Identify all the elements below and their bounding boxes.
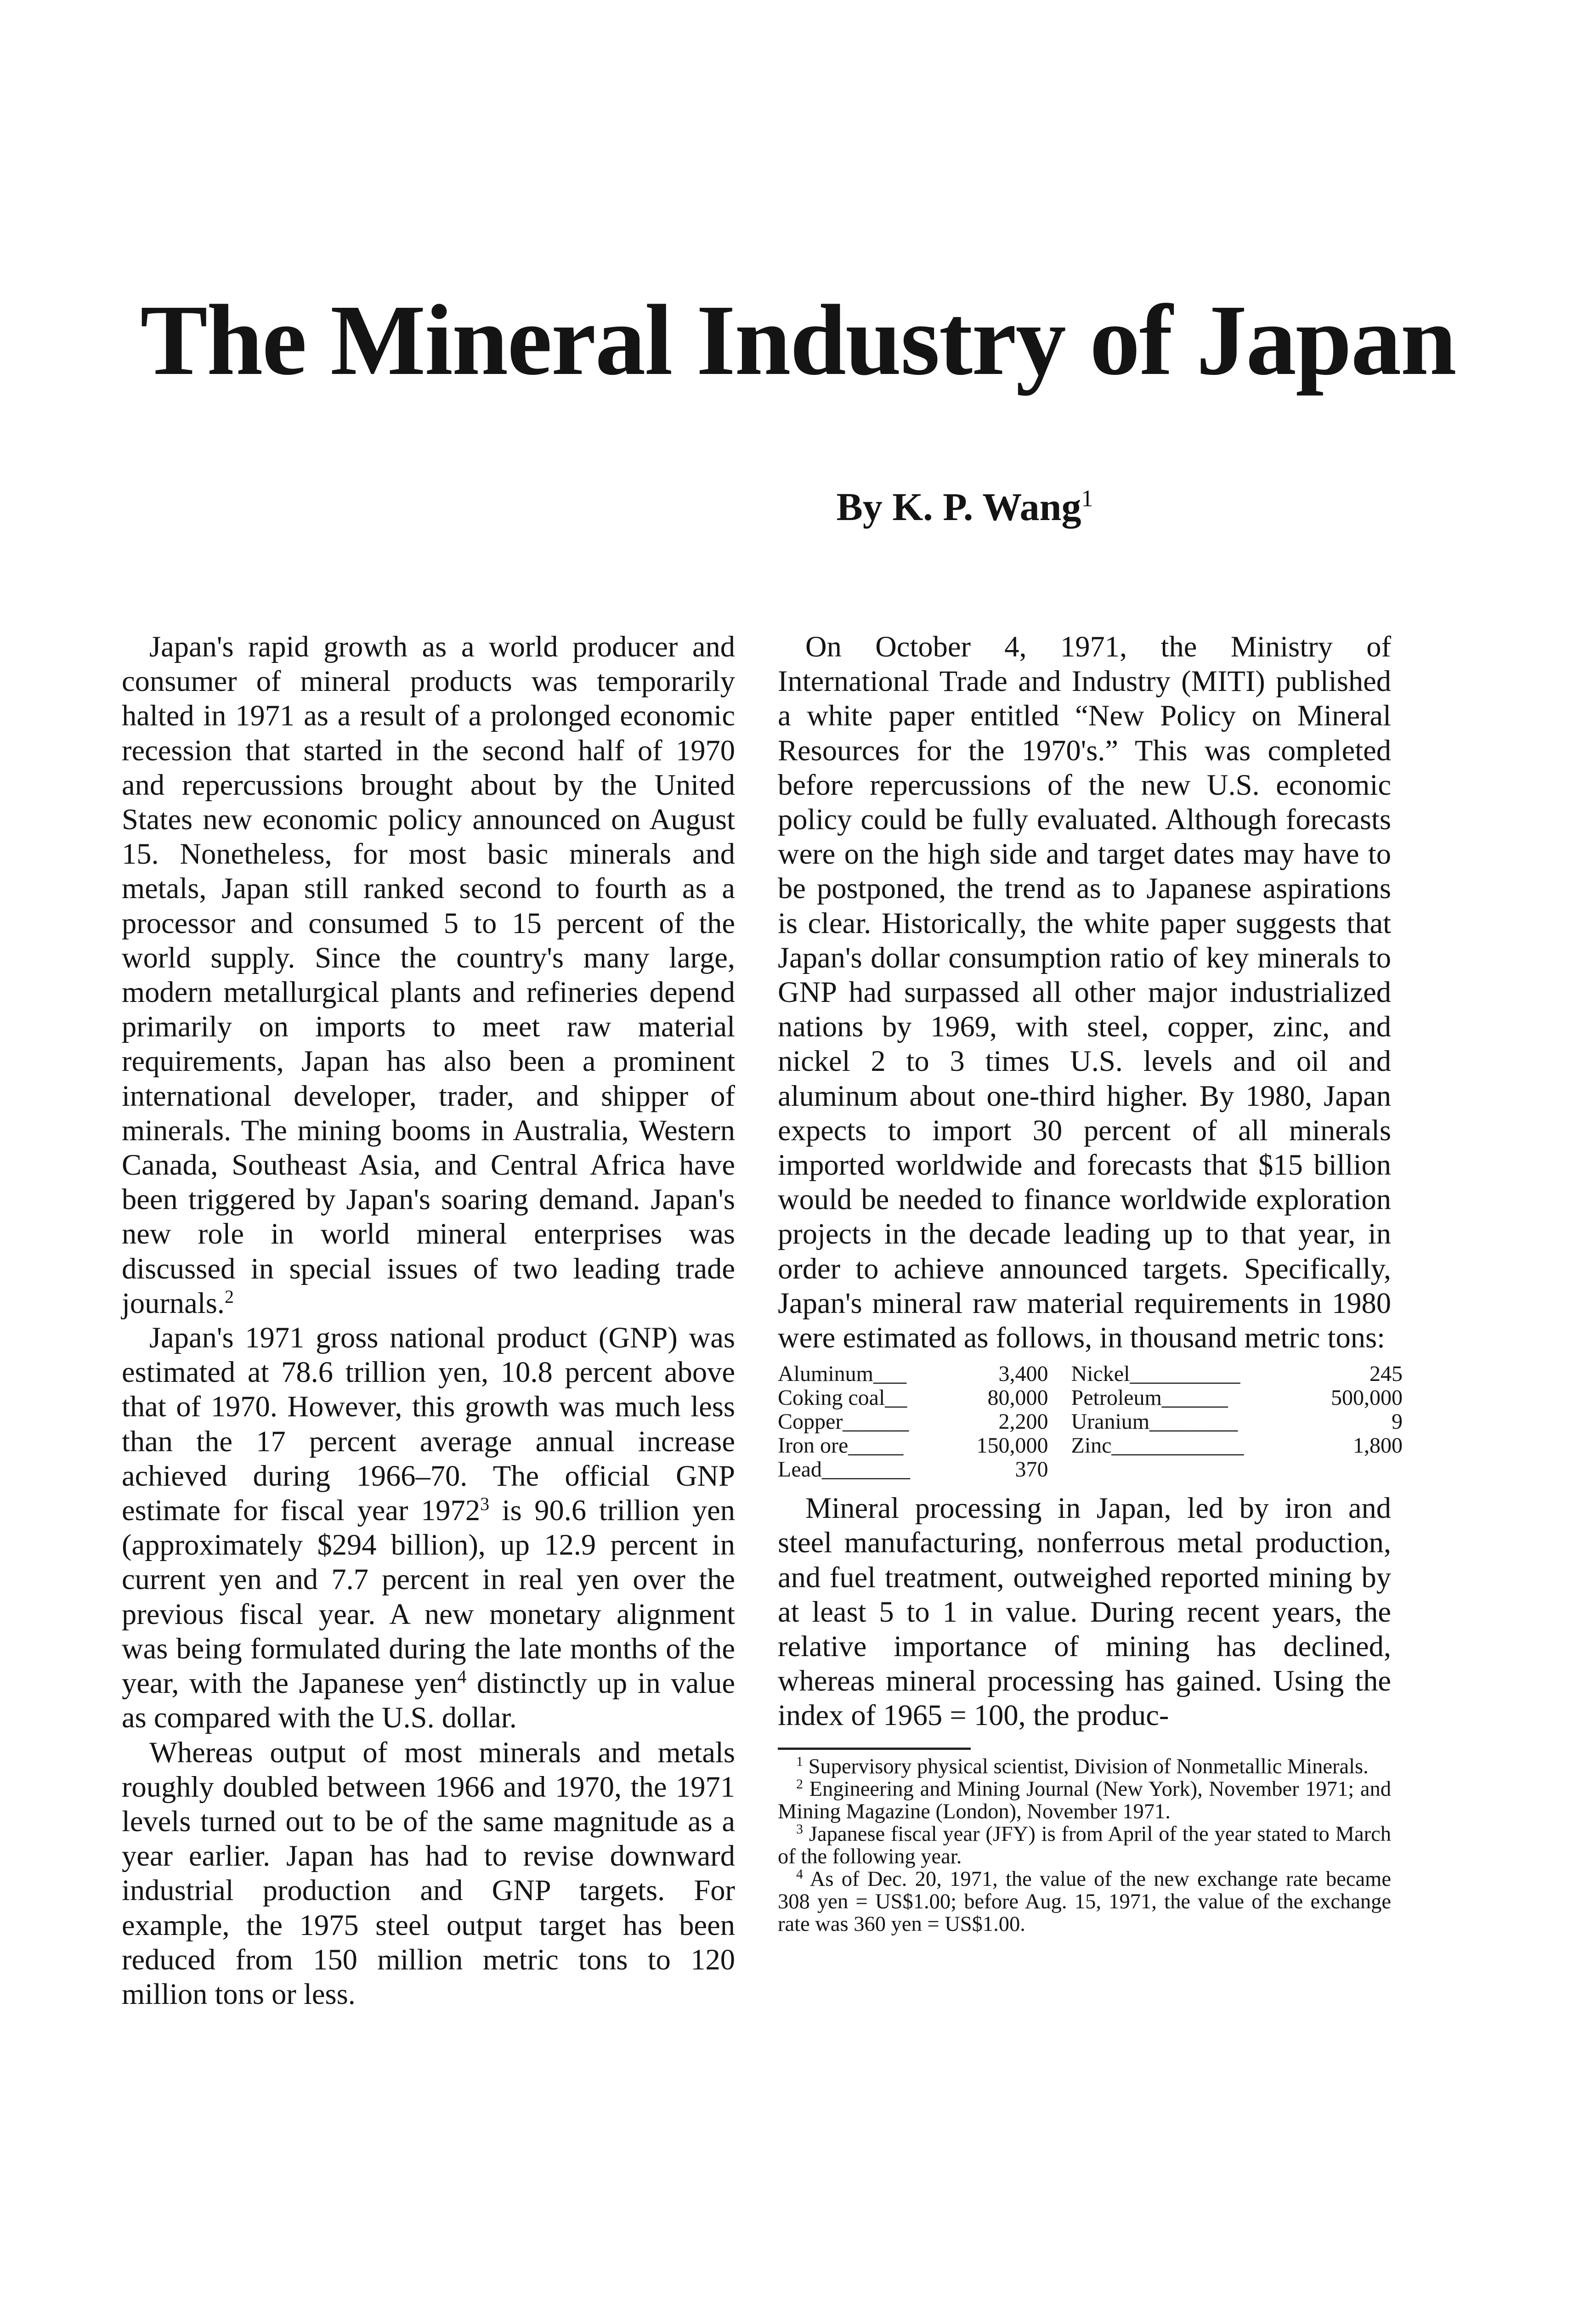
table-cell: Petroleum______ (1071, 1386, 1228, 1410)
footnote-2 (778, 1778, 1391, 1823)
table-cell: Uranium________ (1071, 1409, 1238, 1434)
table-row (778, 1434, 1403, 1458)
paragraph-gnp-text-c: distinctly up in value as compared with the U.S. dollar. (122, 1667, 735, 1734)
paragraph-gnp (122, 1320, 735, 1735)
paragraph-output: Whereas output of most minerals and metals roughly doubled between 1966 and 1970, the 1971 levels turned out to be of the same magnitude as a year earlier. Japan has had to revise downward industrial production and GNP targets. For example, the 1975 steel output target has been reduced from 150 million metric tons to 120 million tons or less. (122, 1736, 735, 2010)
footnote-4 (778, 1868, 1391, 1935)
footnote-text: As of Dec. 20, 1971, the value of the new exchange rate became 308 yen = US$1.00; before Aug. 15, 1971, the value of the exchange rate was 360 yen = US$1.00. (778, 1867, 1391, 1936)
table-cell: Zinc____________ (1071, 1433, 1244, 1458)
footnote-text: Japanese fiscal year (JFY) is from April of the year stated to March of the following year. (778, 1822, 1392, 1868)
byline (551, 485, 1378, 529)
footnote-number: 4 (796, 1866, 803, 1882)
table-cell: 80,000 (987, 1386, 1048, 1410)
table-cell (1307, 1458, 1403, 1482)
table-row (778, 1386, 1403, 1410)
footnote-3 (778, 1823, 1391, 1868)
table-cell: 150,000 (976, 1433, 1048, 1458)
footnote-text: Engineering and Mining Journal (New York), November 1971; and Mining Magazine (London), November 1971. (778, 1777, 1391, 1823)
paragraph-growth-text: Japan's rapid growth as a world producer and consumer of mineral products was temporarily halted in 1971 as a result of a prolonged economic recession that started in the second half of 1970 and repercussions brought about by the United States new economic policy announced on August 15. Nonetheless, for most basic minerals and metals, Japan still ranked second to fourth as a processor and consumed 5 to 15 percent of the world supply. Since the country's many large, modern metallurgical plants and refineries depend primarily on imports to meet raw material requirements, Japan has also been a prominent international developer, trader, and shipper of minerals. The mining booms in Australia, Western Canada, Southeast Asia, and Central Africa have been triggered by Japan's soaring demand. Japan's new role in world mineral enterprises was discussed in special issues of two leading trade journals. (122, 630, 735, 1319)
table-cell: Nickel__________ (1071, 1362, 1240, 1386)
paragraph-gnp-text-b: is 90.6 trillion yen (approximately $294 billion), up 12.9 percent in current yen and 7.7 percent in real yen over the previous fiscal year. A new monetary alignment was being formulated during the late months of the year, with the Japanese yen (122, 1494, 735, 1700)
paragraph-gnp-text-a: Japan's 1971 gross national product (GNP) was estimated at 78.6 trillion yen, 10.8 percent above that of 1970. However, this growth was much less than the 17 percent average annual increase achieved during 1966–70. The official GNP estimate for fiscal year 1972 (122, 1321, 735, 1527)
footnote-divider (778, 1748, 971, 1750)
table-cell: Copper______ (778, 1409, 909, 1434)
table-cell (1048, 1458, 1308, 1482)
table-cell: 370 (1015, 1457, 1048, 1482)
table-cell: Iron ore_____ (778, 1433, 904, 1458)
paragraph-miti: On October 4, 1971, the Ministry of International Trade and Industry (MITI) published a white paper entitled “New Policy on Mineral Resources for the 1970's.” This was completed before repercussions of the new U.S. economic policy could be fully evaluated. Although forecasts were on the high side and target dates may have to be postponed, the trend as to Japanese aspirations is clear. Historically, the white paper suggests that Japan's dollar consumption ratio of key minerals to GNP had surpassed all other major industrialized nations by 1969, with steel, copper, zinc, and nickel 2 to 3 times U.S. levels and oil and aluminum about one-third higher. By 1980, Japan expects to import 30 percent of all minerals imported worldwide and forecasts that $15 billion would be needed to finance worldwide exploration projects in the decade leading up to that year, in order to achieve announced targets. Specifically, Japan's mineral raw material requirements in 1980 were estimated as follows, in thousand metric tons: (778, 630, 1391, 1354)
table-cell: 245 (1370, 1362, 1403, 1386)
paragraph-growth (122, 629, 735, 1320)
author-footnote-mark: 1 (1081, 486, 1093, 512)
left-column (122, 629, 735, 2011)
table-cell: Coking coal__ (778, 1386, 907, 1410)
table-row (778, 1410, 1403, 1434)
requirements-table (778, 1362, 1403, 1482)
table-cell: 3,400 (998, 1362, 1048, 1386)
table-cell: 2,200 (998, 1409, 1048, 1434)
footnote-number: 2 (796, 1776, 803, 1792)
table-cell: 1,800 (1353, 1433, 1403, 1458)
footnote-ref-2: 2 (224, 1286, 234, 1307)
page-title: The Mineral Industry of Japan (140, 284, 1456, 396)
table-cell: 9 (1392, 1409, 1403, 1434)
right-column (778, 629, 1403, 1936)
table-cell: 500,000 (1331, 1386, 1403, 1410)
footnote-number: 1 (796, 1754, 803, 1769)
footnote-ref-4: 4 (457, 1666, 467, 1687)
author-name: By K. P. Wang (836, 485, 1081, 529)
table-cell: Aluminum___ (778, 1362, 907, 1386)
footnote-number: 3 (796, 1821, 803, 1837)
table-row (778, 1458, 1403, 1482)
footnotes (778, 1755, 1391, 1935)
footnote-1 (778, 1755, 1391, 1778)
footnote-ref-3: 3 (480, 1494, 490, 1515)
table-cell: Lead________ (778, 1457, 910, 1482)
paragraph-processing: Mineral processing in Japan, led by iron and steel manufacturing, nonferrous metal production, and fuel treatment, outweighed reported mining by at least 5 to 1 in value. During recent years, the relative importance of mining has declined, whereas mineral processing has gained. Using the index of 1965 = 100, the produc- (778, 1492, 1391, 1732)
table-row (778, 1362, 1403, 1386)
footnote-text: Supervisory physical scientist, Division of Nonmetallic Minerals. (808, 1754, 1369, 1778)
